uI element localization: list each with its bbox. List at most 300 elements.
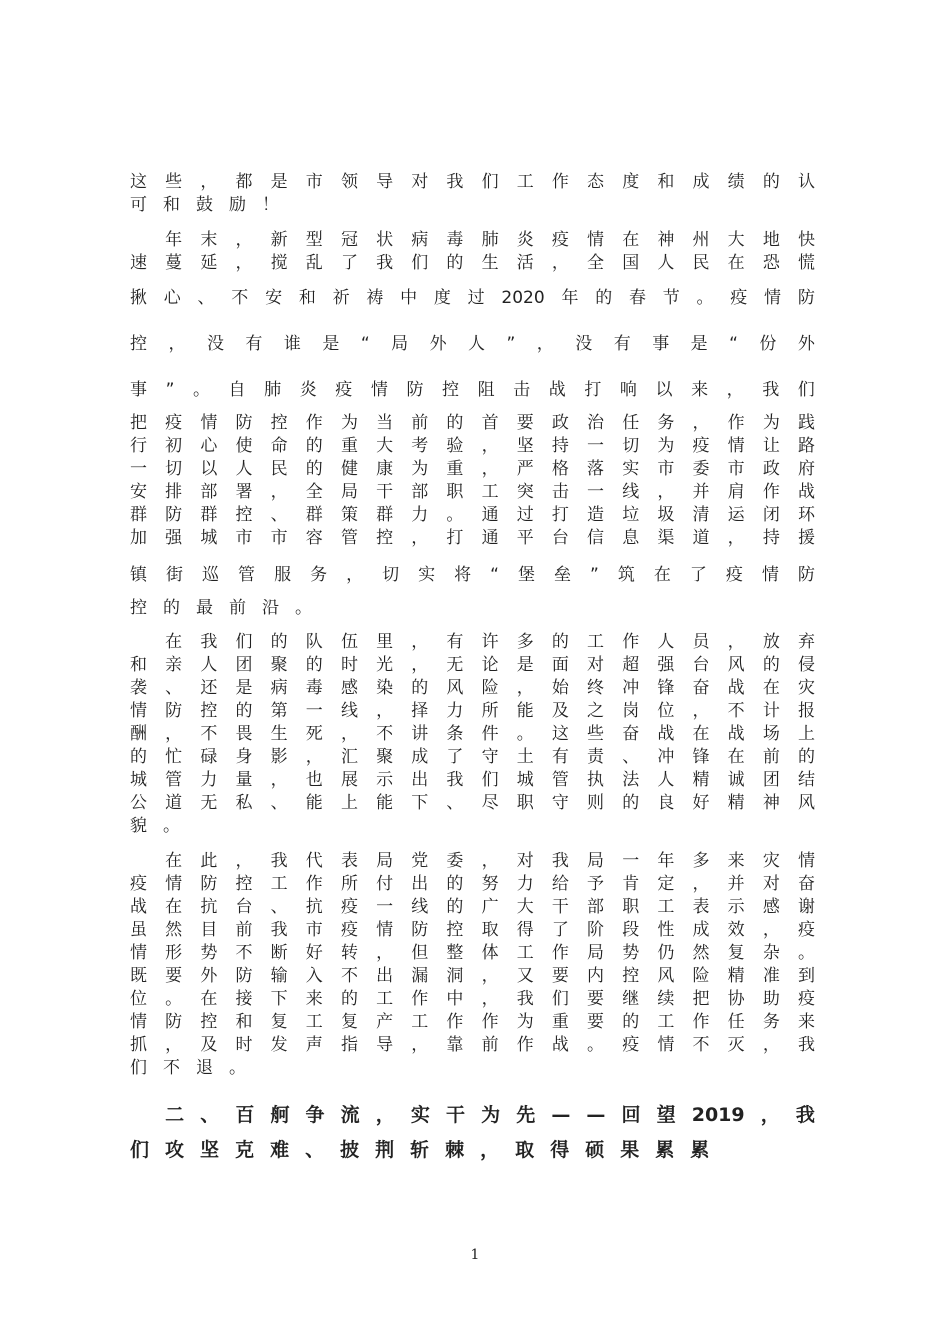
glyph <box>130 228 147 252</box>
glyph: 来 <box>305 989 323 1009</box>
glyph: 励 <box>229 195 246 215</box>
glyph: 型 <box>305 230 323 250</box>
text-line <box>130 768 815 792</box>
glyph: 的 <box>235 701 253 721</box>
glyph: 情 <box>130 943 147 963</box>
glyph: 来 <box>727 851 745 871</box>
glyph: 灾 <box>762 851 780 871</box>
glyph: 精 <box>692 770 710 790</box>
glyph: 克 <box>235 1139 255 1161</box>
glyph: ， <box>760 1104 780 1126</box>
glyph: 了 <box>689 565 707 585</box>
glyph: 控 <box>235 874 253 894</box>
glyph: 度 <box>622 172 640 192</box>
glyph: 情 <box>376 920 394 940</box>
glyph: 排 <box>165 482 183 502</box>
glyph: 多 <box>516 632 534 652</box>
glyph: 全 <box>305 482 323 502</box>
glyph: 了 <box>446 747 464 767</box>
glyph: 疫 <box>165 413 183 433</box>
glyph: 是 <box>270 172 288 192</box>
glyph: 为 <box>340 413 358 433</box>
text-line <box>130 286 815 310</box>
glyph: 和 <box>298 288 316 308</box>
glyph: 前 <box>481 1035 499 1055</box>
glyph: 来 <box>797 1012 815 1032</box>
glyph: 神 <box>762 793 780 813</box>
glyph: 道 <box>692 528 710 548</box>
glyph: 2020 <box>501 288 545 308</box>
glyph: 初 <box>165 436 183 456</box>
glyph: 助 <box>762 989 780 1009</box>
glyph: 里 <box>376 632 394 652</box>
glyph: ， <box>692 413 710 433</box>
glyph: 群 <box>305 505 323 525</box>
glyph: 作 <box>762 482 780 502</box>
glyph: ， <box>376 943 394 963</box>
glyph: 靠 <box>446 1035 464 1055</box>
glyph: 效 <box>727 920 745 940</box>
glyph: 委 <box>692 459 710 479</box>
glyph: 我 <box>762 380 780 400</box>
glyph: ， <box>411 528 429 548</box>
glyph: 、 <box>270 897 288 917</box>
glyph: 疫 <box>797 920 815 940</box>
glyph: ， <box>411 655 429 675</box>
glyph: 击 <box>513 380 531 400</box>
glyph: 线 <box>340 701 358 721</box>
glyph: 作 <box>622 632 640 652</box>
glyph: 部 <box>411 482 429 502</box>
glyph: 予 <box>587 874 605 894</box>
glyph: 战 <box>657 724 675 744</box>
glyph: 年 <box>561 288 579 308</box>
glyph: 在 <box>165 632 183 652</box>
glyph: 结 <box>797 770 815 790</box>
glyph: 坚 <box>200 1139 220 1161</box>
glyph: 回 <box>621 1104 641 1126</box>
glyph: 人 <box>657 253 675 273</box>
glyph: 我 <box>270 851 288 871</box>
glyph: 防 <box>165 505 183 525</box>
glyph: 我 <box>795 1104 815 1126</box>
glyph: ， <box>726 380 744 400</box>
glyph: 险 <box>481 678 499 698</box>
glyph: 守 <box>481 747 499 767</box>
glyph: 作 <box>411 989 429 1009</box>
glyph: ， <box>481 436 499 456</box>
glyph: 筑 <box>617 565 635 585</box>
glyph: 作 <box>551 172 569 192</box>
glyph: ， <box>762 920 780 940</box>
glyph: 把 <box>130 413 147 433</box>
glyph: 街 <box>166 565 184 585</box>
glyph: 安 <box>130 482 147 502</box>
glyph: 的 <box>163 598 180 618</box>
glyph: 得 <box>516 920 534 940</box>
glyph: 不 <box>692 1035 710 1055</box>
glyph: 无 <box>446 655 464 675</box>
glyph: 肺 <box>264 380 282 400</box>
glyph: 不 <box>376 724 394 744</box>
glyph: 我 <box>270 920 288 940</box>
glyph: 命 <box>270 436 288 456</box>
glyph: 职 <box>622 897 640 917</box>
glyph: 取 <box>515 1139 535 1161</box>
glyph: 公 <box>130 793 147 813</box>
glyph: 对 <box>411 172 429 192</box>
glyph: 土 <box>516 747 534 767</box>
glyph: 酬 <box>130 724 147 744</box>
glyph: 感 <box>762 897 780 917</box>
glyph: 防 <box>165 701 183 721</box>
text-line <box>130 941 815 965</box>
glyph: 仍 <box>657 943 675 963</box>
glyph: 持 <box>762 528 780 548</box>
glyph: ， <box>235 253 253 273</box>
glyph: “ <box>490 565 499 585</box>
glyph: 位 <box>130 989 147 1009</box>
glyph: 感 <box>340 678 358 698</box>
glyph: 风 <box>727 655 745 675</box>
glyph: 成 <box>692 920 710 940</box>
glyph: 披 <box>340 1139 360 1161</box>
glyph: 弃 <box>797 632 815 652</box>
glyph: 署 <box>235 482 253 502</box>
glyph: 望 <box>656 1104 676 1126</box>
glyph: 疫 <box>551 230 569 250</box>
glyph: 在 <box>653 565 671 585</box>
glyph: 国 <box>622 253 640 273</box>
glyph: 汇 <box>340 747 358 767</box>
glyph: 。 <box>163 816 180 836</box>
glyph: 发 <box>270 1035 288 1055</box>
glyph: 谁 <box>283 334 301 354</box>
glyph: 为 <box>657 436 675 456</box>
glyph: 大 <box>376 436 394 456</box>
glyph: ， <box>481 989 499 1009</box>
glyph: 没 <box>206 334 224 354</box>
glyph: 疫 <box>340 897 358 917</box>
glyph: 然 <box>165 920 183 940</box>
glyph: 一 <box>376 897 394 917</box>
glyph: 员 <box>692 632 710 652</box>
glyph: 清 <box>692 505 710 525</box>
glyph: 在 <box>622 230 640 250</box>
glyph: 市 <box>305 172 323 192</box>
glyph: 我 <box>446 770 464 790</box>
glyph: 但 <box>411 943 429 963</box>
glyph: 、 <box>197 288 215 308</box>
glyph: 一 <box>622 851 640 871</box>
glyph: 情 <box>587 230 605 250</box>
glyph: 风 <box>446 678 464 698</box>
glyph: 控 <box>622 966 640 986</box>
glyph: 状 <box>376 230 394 250</box>
glyph: 城 <box>130 770 147 790</box>
text-line <box>130 653 815 677</box>
glyph: 体 <box>481 943 499 963</box>
glyph: 协 <box>727 989 745 1009</box>
glyph: ！ <box>262 195 279 215</box>
glyph: 延 <box>200 253 218 273</box>
glyph: 。 <box>229 1058 246 1078</box>
glyph: 党 <box>411 851 429 871</box>
glyph: 考 <box>411 436 429 456</box>
glyph: 管 <box>238 565 256 585</box>
glyph: 工 <box>376 989 394 1009</box>
glyph: 坚 <box>516 436 534 456</box>
glyph: ， <box>168 334 186 354</box>
glyph: ， <box>346 565 364 585</box>
glyph: 为 <box>411 459 429 479</box>
glyph: 为 <box>516 1012 534 1032</box>
glyph: 疫 <box>335 380 353 400</box>
glyph: ， <box>657 482 675 502</box>
glyph: 信 <box>587 528 605 548</box>
glyph: 亲 <box>165 655 183 675</box>
glyph: ， <box>481 459 499 479</box>
glyph: 群 <box>376 505 394 525</box>
glyph: ， <box>516 678 534 698</box>
glyph: 份 <box>759 334 777 354</box>
glyph: 终 <box>587 678 605 698</box>
glyph: 的 <box>762 172 780 192</box>
glyph: 好 <box>305 943 323 963</box>
glyph: 们 <box>130 1058 147 1078</box>
glyph: 外 <box>200 966 218 986</box>
glyph: 工 <box>516 172 534 192</box>
glyph: 硕 <box>585 1139 605 1161</box>
glyph: 全 <box>587 253 605 273</box>
glyph: 我 <box>551 851 569 871</box>
glyph: 最 <box>196 598 213 618</box>
glyph: 是 <box>322 334 340 354</box>
glyph: — <box>551 1104 571 1126</box>
glyph: 台 <box>235 897 253 917</box>
glyph: 不 <box>235 943 253 963</box>
glyph: 法 <box>622 770 640 790</box>
glyph: 市 <box>727 459 745 479</box>
glyph: 疫 <box>622 1035 640 1055</box>
glyph: 和 <box>130 655 147 675</box>
glyph: 环 <box>797 505 815 525</box>
glyph: 炎 <box>516 230 534 250</box>
glyph: 们 <box>411 253 429 273</box>
glyph: 先 <box>516 1104 536 1126</box>
glyph: 切 <box>382 565 400 585</box>
glyph: 工 <box>411 1012 429 1032</box>
glyph: 群 <box>130 505 147 525</box>
glyph: 貌 <box>130 816 147 836</box>
glyph: 碌 <box>200 747 218 767</box>
glyph: 有 <box>613 334 631 354</box>
glyph: 广 <box>481 897 499 917</box>
glyph: 的 <box>622 793 640 813</box>
text-line <box>130 918 815 942</box>
glyph: 情 <box>370 380 388 400</box>
glyph: 光 <box>376 655 394 675</box>
glyph: 战 <box>551 1035 569 1055</box>
glyph: 打 <box>446 528 464 548</box>
glyph: 棘 <box>445 1139 465 1161</box>
glyph: 战 <box>727 724 745 744</box>
glyph: 恐 <box>762 253 780 273</box>
glyph: 及 <box>200 1035 218 1055</box>
glyph: 民 <box>692 253 710 273</box>
text-line <box>130 1010 815 1034</box>
glyph: 势 <box>622 943 640 963</box>
glyph: 了 <box>551 920 569 940</box>
glyph <box>130 630 147 654</box>
glyph: 策 <box>340 505 358 525</box>
glyph: 复 <box>270 1012 288 1032</box>
glyph: 局 <box>391 334 409 354</box>
glyph: 强 <box>165 528 183 548</box>
glyph: 冠 <box>340 230 358 250</box>
glyph: 控 <box>270 413 288 433</box>
glyph: ， <box>165 1035 183 1055</box>
glyph: 务 <box>762 1012 780 1032</box>
glyph: 荆 <box>375 1139 395 1161</box>
glyph: 累 <box>655 1139 675 1161</box>
glyph: 要 <box>587 1012 605 1032</box>
glyph: 杂 <box>762 943 780 963</box>
glyph: 不 <box>340 966 358 986</box>
glyph: 死 <box>305 724 323 744</box>
glyph: 工 <box>587 632 605 652</box>
glyph: 奋 <box>692 678 710 698</box>
glyph: 下 <box>411 793 429 813</box>
glyph: 生 <box>481 253 499 273</box>
glyph: 为 <box>481 1104 501 1126</box>
glyph: 和 <box>657 172 675 192</box>
text-line <box>130 964 815 988</box>
glyph: 防 <box>406 380 424 400</box>
glyph: 健 <box>340 459 358 479</box>
glyph: 慌 <box>797 253 815 273</box>
glyph: 控 <box>235 505 253 525</box>
glyph: 们 <box>130 1139 150 1161</box>
glyph: 努 <box>481 874 499 894</box>
glyph: 造 <box>587 505 605 525</box>
glyph: 中 <box>446 989 464 1009</box>
glyph: 镇 <box>130 565 147 585</box>
glyph: ， <box>727 632 745 652</box>
glyph: 多 <box>692 851 710 871</box>
glyph: ， <box>692 701 710 721</box>
glyph: 讲 <box>411 724 429 744</box>
glyph: 的 <box>446 253 464 273</box>
glyph: 在 <box>165 851 183 871</box>
glyph: 人 <box>235 459 253 479</box>
glyph: 代 <box>305 851 323 871</box>
glyph: 聚 <box>376 747 394 767</box>
glyph: 们 <box>797 380 815 400</box>
glyph: 领 <box>340 172 358 192</box>
glyph: 2019 <box>691 1104 745 1126</box>
glyph: 沿 <box>262 598 279 618</box>
glyph: 干 <box>551 897 569 917</box>
glyph: 巡 <box>202 565 220 585</box>
glyph: 场 <box>762 724 780 744</box>
glyph: 、 <box>270 793 288 813</box>
glyph: 这 <box>551 724 569 744</box>
glyph: 漏 <box>411 966 429 986</box>
glyph: 一 <box>130 459 147 479</box>
glyph: 继 <box>622 989 640 1009</box>
glyph: 通 <box>481 528 499 548</box>
glyph: 一 <box>587 482 605 502</box>
glyph <box>130 1103 149 1127</box>
glyph: 续 <box>657 989 675 1009</box>
text-line <box>130 332 815 356</box>
heading-line <box>130 1138 815 1162</box>
glyph: 洞 <box>446 966 464 986</box>
glyph: 春 <box>628 288 646 308</box>
glyph: 控 <box>376 528 394 548</box>
glyph: 接 <box>235 989 253 1009</box>
glyph: 城 <box>516 770 534 790</box>
glyph: 二 <box>165 1104 185 1126</box>
glyph: 要 <box>551 966 569 986</box>
glyph: 祈 <box>332 288 350 308</box>
glyph: 作 <box>305 874 323 894</box>
glyph: 生 <box>270 724 288 744</box>
glyph <box>130 849 147 873</box>
glyph: 援 <box>797 528 815 548</box>
glyph: 绩 <box>727 172 745 192</box>
glyph: 目 <box>200 920 218 940</box>
glyph: 控 <box>446 920 464 940</box>
glyph: 为 <box>762 413 780 433</box>
text-line <box>130 849 815 873</box>
glyph: 无 <box>200 793 218 813</box>
glyph: 报 <box>797 701 815 721</box>
glyph: 奋 <box>622 724 640 744</box>
glyph: 情 <box>797 851 815 871</box>
glyph: 疫 <box>797 989 815 1009</box>
glyph: 件 <box>481 724 499 744</box>
glyph: 并 <box>692 482 710 502</box>
glyph: 此 <box>200 851 218 871</box>
glyph: 风 <box>797 793 815 813</box>
glyph: 台 <box>692 655 710 675</box>
glyph: 民 <box>270 459 288 479</box>
text-line <box>130 814 815 838</box>
glyph: 面 <box>551 655 569 675</box>
glyph: ” <box>590 565 599 585</box>
glyph: 身 <box>235 747 253 767</box>
text-line <box>130 170 815 194</box>
glyph: 始 <box>551 678 569 698</box>
glyph: 所 <box>481 701 499 721</box>
glyph: 态 <box>587 172 605 192</box>
glyph: 诚 <box>727 770 745 790</box>
glyph: 的 <box>411 678 429 698</box>
glyph: 锋 <box>657 678 675 698</box>
glyph: 严 <box>516 459 534 479</box>
text-line <box>130 378 815 402</box>
glyph: 是 <box>516 655 534 675</box>
glyph: 执 <box>587 770 605 790</box>
glyph: ” <box>165 380 175 400</box>
glyph: 情 <box>200 413 218 433</box>
glyph: 年 <box>657 851 675 871</box>
glyph: 的 <box>130 747 147 767</box>
glyph: 上 <box>797 724 815 744</box>
glyph: 工 <box>516 943 534 963</box>
